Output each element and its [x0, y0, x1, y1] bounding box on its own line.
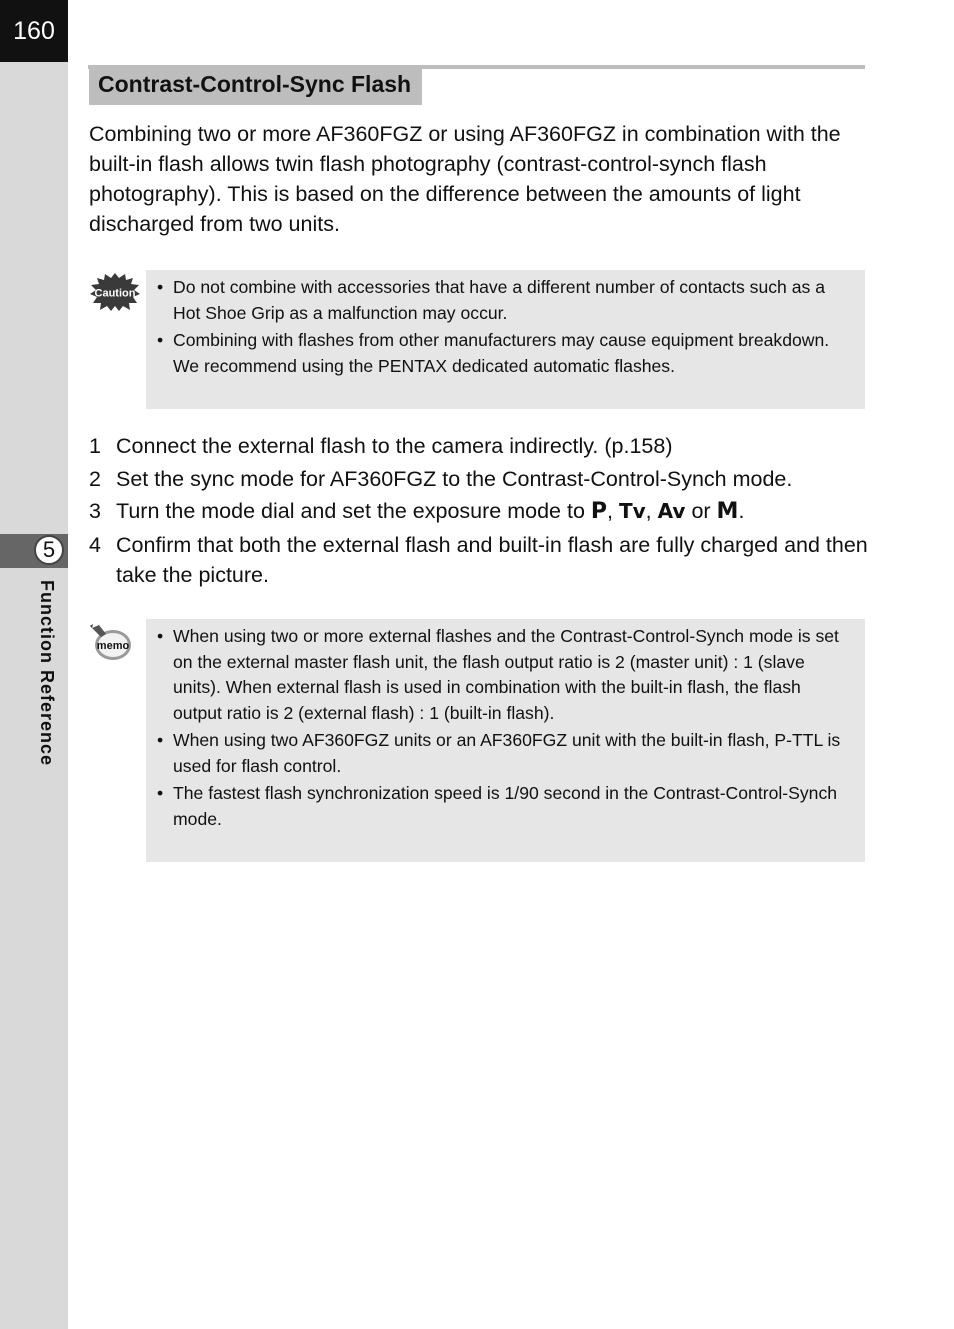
memo-item: • When using two or more external flashes and the Contrast-Control-Synch mode is set on the external master flash unit, the flash output ratio is 2 (master unit) : 1 (slave units). When external flash is used in combination with the built-in flash, the flash output ratio is 2 (external flash) : 1 (built-in flash).	[157, 624, 853, 726]
mode-av-symbol: Av	[657, 499, 686, 523]
caution-item: • Do not combine with accessories that have a different number of contacts such as a Hot Shoe Grip as a malfunction may occur.	[157, 275, 853, 326]
step-item	[89, 464, 879, 494]
period: .	[738, 499, 745, 523]
memo-item: • When using two AF360FGZ units or an AF360FGZ unit with the built-in flash, P-TTL is used for flash control.	[157, 728, 853, 779]
mode-tv-symbol: Tv	[618, 499, 646, 523]
caution-icon	[89, 272, 141, 312]
or-text: or	[691, 499, 711, 523]
step-text: Connect the external flash to the camera indirectly. (p.158)	[116, 434, 673, 458]
memo-icon-text: memo	[96, 640, 130, 652]
caution-item: • Combining with flashes from other manufacturers may cause equipment breakdown. We recommend using the PENTAX dedicated automatic flashes.	[157, 328, 853, 379]
intro-paragraph: Combining two or more AF360FGZ or using AF360FGZ in combination with the built-in flash allows twin flash photography (contrast-control-synch flash photography). This is based on the difference between the amounts of light discharged from two units.	[89, 122, 841, 236]
caution-icon-text: Caution	[94, 287, 136, 300]
step-list	[89, 431, 879, 592]
section-title: Contrast-Control-Sync Flash	[89, 69, 422, 105]
memo-list	[157, 624, 853, 832]
sidebar	[0, 0, 68, 1329]
mode-p-symbol: P	[590, 499, 608, 524]
memo-icon	[89, 622, 135, 664]
caution-box	[146, 270, 865, 409]
chapter-label: Function Reference	[37, 580, 57, 767]
step-item	[89, 530, 879, 590]
step-number: 2	[89, 466, 101, 491]
step-text: Turn the mode dial and set the exposure mode to	[116, 499, 585, 523]
separator: ,	[607, 499, 613, 523]
memo-box	[146, 619, 865, 862]
caution-list	[157, 275, 853, 379]
mode-m-symbol: M	[716, 499, 739, 524]
step-number: 3	[89, 499, 101, 523]
step-item	[89, 431, 879, 461]
separator: ,	[645, 499, 652, 523]
step-text: Set the sync mode for AF360FGZ to the Contrast-Control-Synch mode.	[116, 466, 793, 491]
memo-item: • The fastest flash synchronization speed is 1/90 second in the Contrast-Control-Synch mode.	[157, 781, 853, 832]
page-number: 160	[0, 0, 68, 62]
chapter-number: 5	[34, 535, 64, 565]
step-item	[89, 496, 879, 527]
step-number: 1	[89, 434, 101, 458]
step-text: Confirm that both the external flash and built-in flash are fully charged and then take the picture.	[116, 532, 868, 587]
step-number: 4	[89, 532, 101, 557]
